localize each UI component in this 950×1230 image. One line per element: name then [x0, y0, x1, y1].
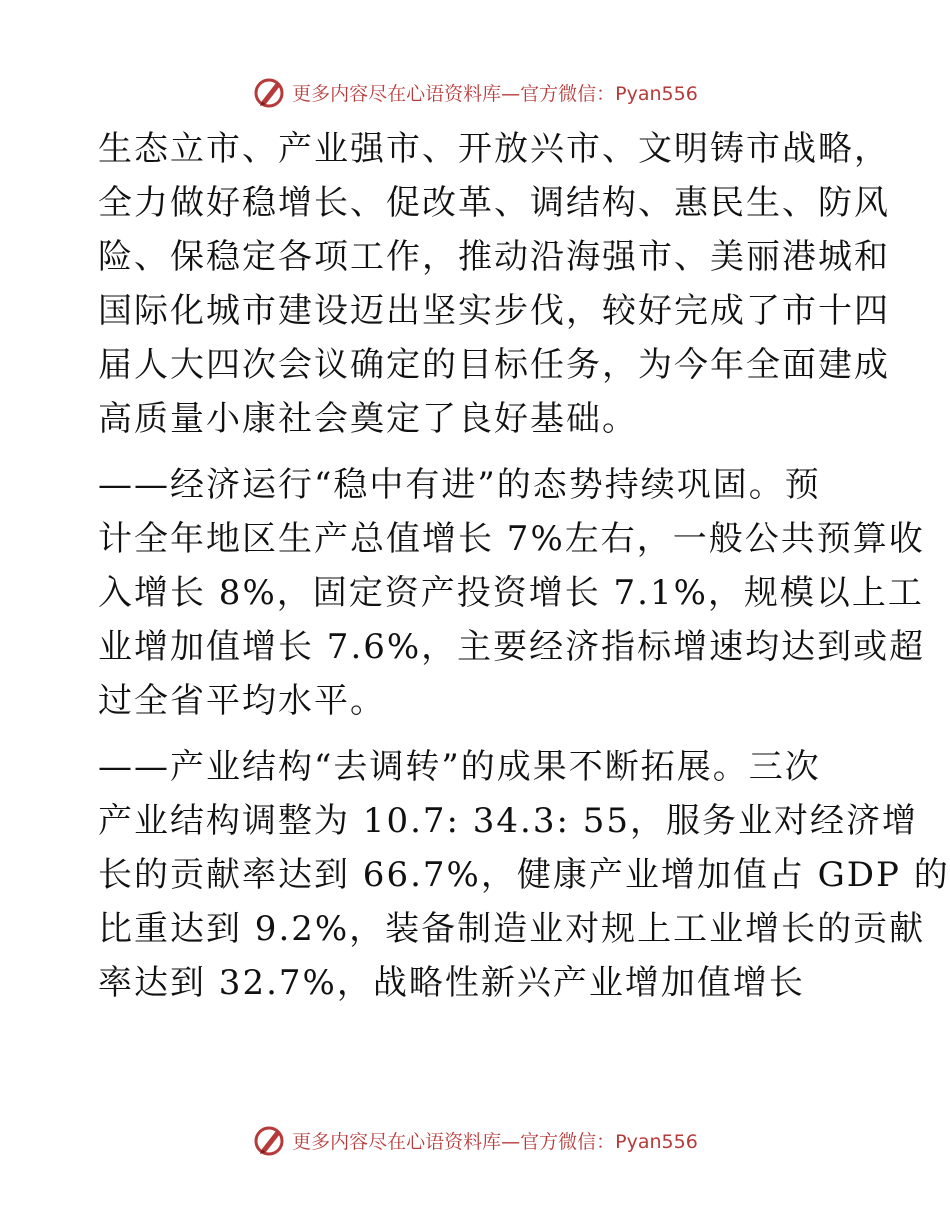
text-line: 高质量小康社会奠定了良好基础。 — [98, 399, 638, 439]
text-line: ——产业结构“去调转”的成果不断拓展。三次 — [98, 747, 821, 787]
text-line: 全力做好稳增长、促改革、调结构、惠民生、防风 — [98, 183, 890, 223]
text-line: 比重达到 9.2%，装备制造业对规上工业增长的贡献 — [98, 909, 926, 949]
footer-watermark-banner — [0, 1120, 950, 1160]
paragraph-spacer — [98, 446, 858, 458]
header-watermark-banner — [0, 72, 950, 112]
text-line: 产业结构调整为 10.7: 34.3: 55，服务业对经济增 — [98, 801, 919, 841]
document-body — [98, 122, 950, 1010]
text-line: 率达到 32.7%，战略性新兴产业增加值增长 — [98, 963, 805, 1003]
pen-circle-logo-icon — [252, 1123, 286, 1157]
paragraph-2 — [98, 458, 926, 728]
footer-banner-text: 更多内容尽在心语资料库—官方微信：Pyan556 — [292, 1130, 698, 1153]
text-line: 计全年地区生产总值增长 7%左右，一般公共预算收 — [98, 519, 925, 559]
text-line: 过全省平均水平。 — [98, 681, 386, 721]
text-line: 长的贡献率达到 66.7%，健康产业增加值占 GDP 的 — [98, 855, 950, 895]
text-line: 业增加值增长 7.6%，主要经济指标增速均达到或超 — [98, 627, 926, 667]
text-line: 国际化城市建设迈出坚实步伐，较好完成了市十四 — [98, 291, 890, 331]
text-line: 入增长 8%，固定资产投资增长 7.1%，规模以上工 — [98, 573, 924, 613]
header-banner-text: 更多内容尽在心语资料库—官方微信：Pyan556 — [292, 82, 698, 105]
text-line: 险、保稳定各项工作，推动沿海强市、美丽港城和 — [98, 237, 890, 277]
paragraph-spacer — [98, 728, 858, 740]
text-line: 生态立市、产业强市、开放兴市、文明铸市战略， — [98, 129, 890, 169]
paragraph-3 — [98, 740, 950, 1010]
paragraph-1 — [98, 122, 890, 446]
pen-circle-logo-icon — [252, 75, 286, 109]
text-line: ——经济运行“稳中有进”的态势持续巩固。预 — [98, 465, 821, 505]
text-line: 届人大四次会议确定的目标任务，为今年全面建成 — [98, 345, 890, 385]
